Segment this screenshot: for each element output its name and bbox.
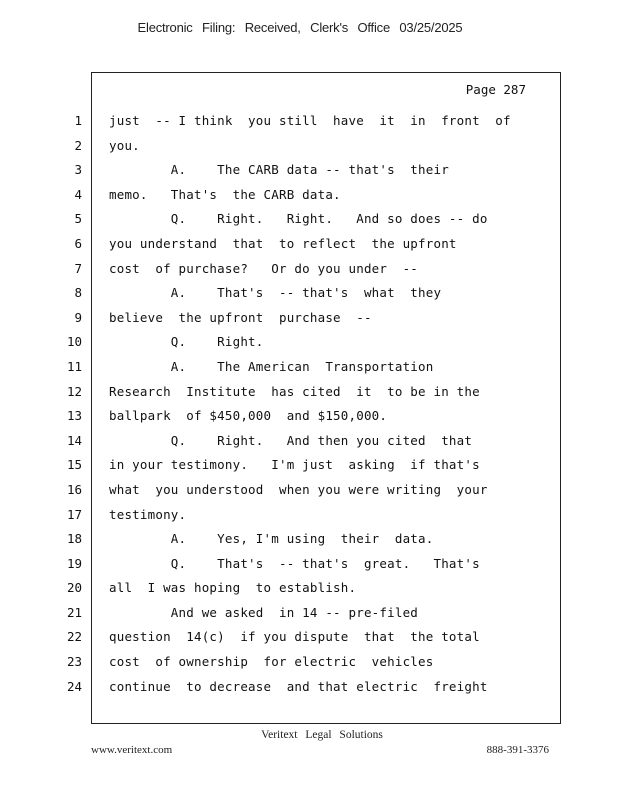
transcript-text [109,112,559,702]
line-number: 23 [66,654,82,670]
line-number: 10 [66,334,82,350]
line-number: 19 [66,555,82,571]
filing-stamp: Electronic Filing: Received, Clerk's Office 03/25/2025 [137,20,463,35]
transcript-line: A. The CARB data -- that's their [109,162,449,178]
transcript-line: ballpark of $450,000 and $150,000. [109,408,388,424]
transcript-line: And we asked in 14 -- pre-filed [109,604,419,620]
transcript-line: continue to decrease and that electric freight [109,678,488,694]
line-number: 20 [66,580,82,596]
transcript-line: memo. That's the CARB data. [109,186,341,202]
line-number: 4 [74,186,82,202]
transcript-line: believe the upfront purchase -- [109,309,372,325]
transcript-line: Q. Right. And then you cited that [109,432,473,448]
line-number: 12 [66,383,82,399]
line-number: 21 [66,604,82,620]
line-number: 7 [74,260,82,276]
transcript-line: cost of purchase? Or do you under -- [109,260,419,276]
transcript-line: question 14(c) if you dispute that the total [109,629,480,645]
line-number: 18 [66,531,82,547]
transcript-line: cost of ownership for electric vehicles [109,654,434,670]
line-number: 22 [66,629,82,645]
line-number: 6 [74,235,82,251]
line-numbers [56,112,82,702]
line-number: 9 [74,309,82,325]
transcript-line: Q. That's -- that's great. That's [109,555,480,571]
line-number: 1 [74,113,82,128]
transcript-line: A. Yes, I'm using their data. [109,531,434,547]
transcript-line: Q. Right. Right. And so does -- do [109,211,488,227]
transcript-line: what you understood when you were writing your [109,481,488,497]
line-number: 5 [74,211,82,227]
footer-phone: 888-391-3376 [486,744,549,756]
page-number: Page 287 [465,82,526,97]
line-number: 11 [66,358,82,374]
line-number: 17 [66,506,82,522]
footer-website: www.veritext.com [91,744,173,756]
footer-company: Veritext Legal Solutions [261,729,383,741]
transcript-line: A. That's -- that's what they [109,285,442,301]
transcript-line: Research Institute has cited it to be in the [109,383,480,399]
transcript-line: just -- I think you still have it in front of [109,113,511,128]
line-number: 14 [66,432,82,448]
line-number: 15 [66,457,82,473]
transcript-line: in your testimony. I'm just asking if that's [109,457,480,473]
transcript-line: you. [109,137,140,153]
transcript-line: testimony. [109,506,187,522]
transcript-line: all I was hoping to establish. [109,580,357,596]
line-number: 2 [74,137,82,153]
transcript-line: Q. Right. [109,334,264,350]
line-number: 8 [74,285,82,301]
transcript-line: A. The American Transportation [109,358,434,374]
transcript-line: you understand that to reflect the upfront [109,235,457,251]
line-number: 3 [74,162,82,178]
line-number: 24 [66,678,82,694]
line-number: 13 [66,408,82,424]
line-number: 16 [66,481,82,497]
